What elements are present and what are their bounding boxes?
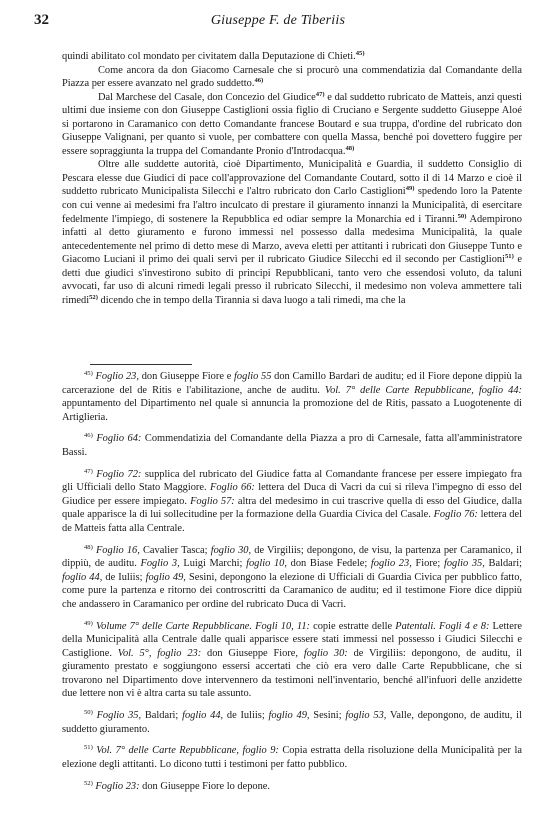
footnote-text: don Camillo Bardari de auditu; ed il Fiore depone dippiù la carcerazione del de Ritis e l'abilitazione, anche de auditu. [62, 371, 522, 396]
footnote-ref: 45) [355, 50, 365, 57]
running-title: Giuseppe F. de Tiberiis [210, 13, 346, 28]
footnote-text: lettera del de Matteis fatta alla Centrale. [62, 509, 522, 534]
citation: foglio 30: [303, 647, 348, 659]
citation: Foglio 16, [95, 544, 140, 556]
footnote-ref: 49) [405, 185, 415, 193]
paragraph [62, 64, 522, 91]
paragraph [62, 158, 522, 307]
text-run: e detti due giudici s'investirono subito di principi Repubblicani, tanto vero che essendosi voluto, da taluni avvocati, far uso di alcuni rimedi legali presso il rubricato Silecchi, il medesimo non voleva ammettere tali rimedi [62, 254, 522, 306]
footnote [62, 709, 522, 736]
main-text [62, 50, 522, 307]
footnote [62, 620, 522, 701]
page-number: 32 [34, 12, 49, 28]
citation: Foglio 3, [140, 558, 180, 570]
footnote-text: de Virgiliis; depongono, de visu, la partenza per Caramanico, il dippiù, de auditu. [62, 544, 523, 570]
footnote-text: Lettere della Municipalità alla Centrale dalle quali apparisce essere stati immessi nel possesso i Giudici Silecchi e Castiglione. [62, 620, 522, 659]
footnote-number: 52) [84, 779, 93, 787]
footnote-text: Copia estratta della risoluzione della Municipalità per la elezione degli attitanti. Lo dicono tutti i testimoni per fatto pubblico. [62, 745, 522, 770]
citation: Vol. 7° delle Carte Repubblicane, foglio 44: [324, 384, 522, 396]
text-run: quindi abilitato col mondato per civitatem dalla Deputazione di Chieti. [62, 51, 356, 62]
footnote-text: copie estratte delle [309, 620, 396, 632]
footnote-text: Sesini, depongono la elezione di Ufficiali di Guardia Civica per pubblico fatto, come pure la partenza e ritorno dei controscritti da Caramanico de auditu; ed il testimone Fiore dice dippiù che andassero in Caramanico per ordine del rubricato Duca di Vacri. [62, 571, 522, 610]
footnote [62, 468, 522, 536]
text-run: Dal Marchese del Casale, don Concezio del Giudice [98, 91, 316, 103]
footnote-text: Baldari; [141, 709, 183, 721]
footnote-number: 47) [84, 467, 93, 475]
footnote-text: don Biase Fedele; [286, 558, 371, 570]
footnote-ref: 46) [254, 77, 264, 85]
footnote [62, 544, 522, 612]
citation: Foglio 72: [96, 468, 142, 480]
citation: foglio 53, [345, 709, 387, 721]
citation: foglio 10, [246, 558, 287, 570]
footnote-text: Luigi Marchi; [179, 558, 247, 570]
citation: Foglio 66: [209, 482, 255, 494]
footnote-ref: 51) [504, 253, 514, 261]
footnote-text: appuntamento del Dipartimento nel quale si annuncia la promozione del de Ritis, passato a Luogotenente di Artiglieria. [62, 398, 522, 423]
citation: foglio 49, [268, 709, 310, 721]
footnote-text: Baldari; [484, 558, 522, 570]
citation: Foglio 35, [96, 709, 142, 721]
citation: foglio 23, [370, 558, 412, 570]
text-run: e dal suddetto rubricato de Matteis, anzi questi ultimi due insieme con don Giuseppe Castiglioni ossia figlio di Cruciano e Sergente suddetto Giuseppe Aloé si portarono in Caramanico con detto Comandante francese Boutard e sua truppa, d'ordine del rubricato don Giuseppe Valignani, per quanto si vuole, per combattere con quella Massa, benché poi dovettero fuggire per essere sopraggiunta la truppa del Comandante Pronio d'Introdacqua. [62, 91, 522, 157]
footnote [62, 370, 522, 424]
footnote [62, 432, 522, 459]
text-run: Oltre alle suddette autorità, cioè Dipartimento, Municipalità e Guardia, il suddetto Consiglio di Pescara elesse due Giudici di pace coll'approvazione del Comandante Coutard, sotto il di 14 Marzo e cioè il suddetto rubricato Municipalista Silecchi e l'altro rubricato don Carlo Castiglioni [62, 159, 522, 198]
footnote-text: don Giuseppe Fiore, [201, 647, 304, 659]
footnotes [62, 370, 522, 801]
footnote-text: Commendatizia del Comandante della Piazza a pro di Carnesale, fatta all'amministratore Bassi. [62, 433, 523, 458]
paragraph [62, 91, 522, 159]
footnote-text: Valle, depongono, de auditu, il suddetto giuramento. [62, 709, 522, 735]
footnote-number: 49) [84, 619, 93, 627]
citation: Volume 7° delle Carte Repubblicane. Fogli 10, 11: [95, 620, 310, 632]
page-header [34, 12, 522, 32]
text-run: Adempirono infatti al detto giuramento e furono immessi nel possesso dalla medesima Municipalità, la quale antecedentemente nel primo di detto mese di Marzo, aveva eletti per attitanti i rubricati don Giuseppe Tunto e Giacomo Luciani il primo dei quali servì per il rubricato Giudice Silecchi ed il secondo per Castiglioni [62, 213, 522, 266]
citation: Foglio 76: [433, 509, 478, 521]
citation: Foglio 64: [96, 433, 142, 445]
citation: foglio 55 [234, 371, 272, 382]
citation: foglio 44, [62, 571, 103, 583]
footnote-number: 46) [84, 432, 93, 440]
footnote-number: 48) [84, 543, 93, 551]
footnote [62, 744, 522, 771]
footnote-text: supplica del rubricato del Giudice fatta al Comandante francese per essere impiegato fra gli Ufficiali dello Stato Maggiore. [62, 468, 522, 494]
citation: foglio 44, [182, 709, 224, 721]
footnote-number: 50) [84, 708, 93, 716]
citation: Foglio 23: [95, 780, 140, 792]
citation: Patentali. Fogli 4 e 8: [395, 620, 490, 632]
footnote-ref: 52) [89, 293, 98, 301]
text-run: dicendo che in tempo della Tirannia si dava luogo a tali rimedi, ma che la [100, 294, 406, 306]
citation: Foglio 57: [190, 495, 235, 507]
footnote-text: de Virgiliis: depongono, de auditu, il giuramento prestato e soggiungono essersi accertati che ciò era vero dalle Carte Repubblicane, che si trovarono nel Dipartimento dove intervennero da testimoni nell'inventario, benché all'infuori delle anzidette due lettere non vi è altra carta su tale assunto. [62, 647, 522, 700]
footnote-number: 45) [84, 370, 93, 377]
footnote-text: Fiore; [411, 558, 444, 570]
footnote-ref: 47) [315, 90, 325, 98]
footnote-text: don Giuseppe Fiore lo depone. [139, 780, 270, 792]
citation: foglio 35, [443, 558, 485, 570]
footnote-text: Cavalier Tasca; [139, 544, 211, 556]
footnote-text: Sesini; [309, 709, 346, 721]
citation: foglio 30, [210, 544, 252, 556]
citation: Vol. 5°, foglio 23: [117, 647, 202, 659]
footnote-separator [90, 364, 192, 365]
text-run: spedendo loro la Patente con cui venne ai medesimi fra l'altro inculcato di prestare il giuramento innanzi la Municipalità, di esercitare fedelmente l'impiego, di sostenere la Repubblica ed odiar sempre la Monarchia ed i Tiranni. [62, 186, 522, 225]
footnote-text: de Iuliis; [223, 709, 269, 721]
footnote-text: de Iuliis; [102, 571, 146, 583]
footnote-text: altra del medesimo in cui trascrive quella di esso del Giudice, dalla quale apparisce la di lui sollecitudine per la formazione della Guardia Civica del Casale. [62, 495, 522, 521]
footnote-number: 51) [84, 744, 93, 752]
citation: Foglio 23, [95, 371, 139, 382]
footnote-text: don Giuseppe Fiore e [138, 371, 235, 382]
footnote-ref: 48) [345, 144, 355, 152]
footnote-ref: 50) [457, 212, 467, 220]
footnote-text: lettera del Duca di Vacri da cui si rileva l'impegno di esso del Giudice per essere impiegato. [62, 482, 522, 507]
citation: foglio 49, [145, 571, 186, 583]
footnote [62, 780, 522, 794]
text-run: Come ancora da don Giacomo Carnesale che si procurò una commendatizia dal Comandante della Piazza per essere avanzato nel grado suddetto. [62, 64, 522, 90]
citation: Vol. 7° delle Carte Repubblicane, foglio 9: [96, 745, 279, 757]
paragraph-continuation [62, 50, 522, 64]
